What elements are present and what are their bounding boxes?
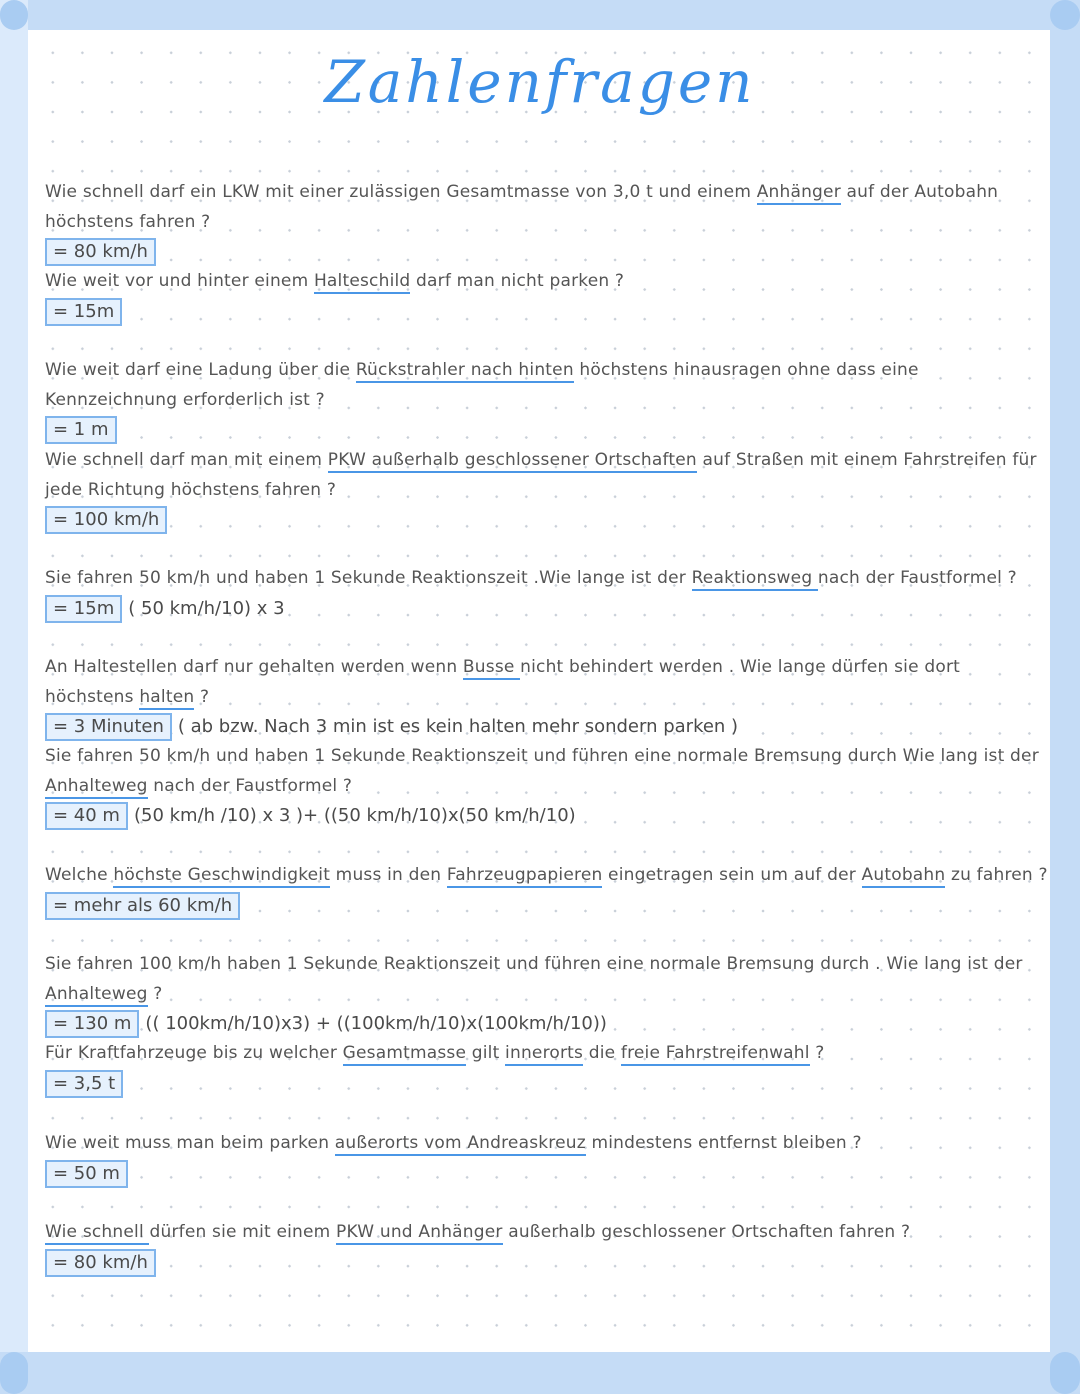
question-text [45, 653, 1050, 712]
answer-line [45, 594, 1050, 624]
question-segment: dürfen sie mit einem [149, 1222, 337, 1242]
underlined-term: Anhalteweg [45, 984, 148, 1007]
answer-line [45, 505, 1050, 535]
question-text [45, 178, 1050, 237]
question-segment: Wie schnell darf man mit einem [45, 450, 328, 470]
question-segment: Welche [45, 865, 114, 885]
question-segment: Sie fahren 100 km/h haben 1 Sekunde Reaktionszeit und führen eine normale Bremsung durch . Wie lang ist der [45, 954, 1023, 974]
frame-corner [0, 0, 28, 30]
question-segment: Wie weit vor und hinter einem [45, 271, 314, 291]
question-text [45, 356, 1050, 415]
question-text [45, 1129, 1050, 1159]
answer-line [45, 891, 1050, 921]
answer-explanation: ( ab bzw. Nach 3 min ist es kein halten mehr sondern parken ) [177, 716, 739, 738]
question-segment: auf Straßen mit einem Fahrstreifen für jede Richtung höchstens fahren ? [45, 450, 1037, 500]
page-frame-left [0, 0, 28, 1394]
question-block [45, 564, 1050, 623]
underlined-term: Busse [463, 657, 520, 680]
question-segment: die [583, 1043, 621, 1063]
question-segment: Sie fahren 50 km/h und haben 1 Sekunde Reaktionszeit .Wie lange ist der [45, 568, 692, 588]
question-block [45, 1218, 1050, 1277]
underlined-term: innerorts [505, 1043, 583, 1066]
underlined-term: Autobahn [862, 865, 946, 888]
question-segment: Wie schnell darf ein LKW mit einer zulässigen Gesamtmasse von 3,0 t und einem [45, 182, 757, 202]
answer-box: = 50 m [45, 1160, 128, 1188]
answer-box: = 3 Minuten [45, 713, 172, 741]
answer-line [45, 1159, 1050, 1189]
answer-explanation: ( 50 km/h/10) x 3 [128, 597, 285, 619]
question-segment: muss in den [330, 865, 447, 885]
answer-line [45, 712, 1050, 742]
answer-line [45, 415, 1050, 445]
question-segment: nicht behindert werden . Wie lange dürfen sie dort höchstens [45, 657, 961, 707]
underlined-term: halten [139, 687, 194, 710]
question-block [45, 861, 1050, 920]
question-segment: darf man nicht parken ? [410, 271, 625, 291]
question-block [45, 950, 1050, 1039]
underlined-term: Fahrzeugpapieren [447, 865, 603, 888]
question-segment: eingetragen sein um auf der [602, 865, 862, 885]
question-segment: auf der Autobahn höchstens fahren ? [45, 182, 999, 232]
question-segment: gilt [466, 1043, 506, 1063]
frame-corner [1050, 1352, 1080, 1394]
answer-box: = 3,5 t [45, 1070, 123, 1098]
question-block [45, 1039, 1050, 1098]
question-text [45, 861, 1050, 891]
underlined-term: höchste Geschwindigkeit [113, 865, 330, 888]
question-segment: ? [147, 983, 163, 1004]
question-segment: außerhalb geschlossener Ortschaften fahren ? [502, 1222, 911, 1242]
underlined-term: Reaktionsweg [692, 568, 818, 591]
answer-box: = 80 km/h [45, 238, 156, 266]
answer-line [45, 1248, 1050, 1278]
question-text [45, 950, 1050, 1009]
answer-box: = 1 m [45, 416, 117, 444]
underlined-term: Gesamtmasse [343, 1043, 466, 1066]
question-block [45, 178, 1050, 267]
question-text [45, 564, 1050, 594]
question-block [45, 1129, 1050, 1188]
underlined-term: freie Fahrstreifenwahl [621, 1043, 810, 1066]
underlined-term: PKW und Anhänger [336, 1222, 503, 1245]
answer-line [45, 1009, 1050, 1039]
question-segment: Wie weit muss man beim parken [45, 1133, 335, 1153]
question-text [45, 267, 1050, 297]
answer-line [45, 237, 1050, 267]
question-block [45, 267, 1050, 326]
underlined-term: PKW außerhalb geschlossener Ortschaften [328, 450, 697, 473]
question-segment: Sie fahren 50 km/h und haben 1 Sekunde Reaktionszeit und führen eine normale Bremsung durch Wie lang ist der [45, 746, 1039, 766]
answer-box: = 15m [45, 298, 122, 326]
frame-corner [1050, 0, 1080, 30]
underlined-term: außerorts vom Andreaskreuz [335, 1133, 586, 1156]
question-segment: höchstens hinausragen ohne dass eine Kennzeichnung erforderlich ist ? [45, 360, 919, 410]
frame-corner [0, 1352, 28, 1394]
answer-line [45, 297, 1050, 327]
question-segment: Für Kraftfahrzeuge bis zu welcher [45, 1043, 343, 1063]
question-block [45, 446, 1050, 535]
underlined-term: Halteschild [314, 271, 410, 294]
question-segment: nach der Faustformel ? [817, 568, 1017, 588]
underlined-term: Wie schnell [45, 1222, 149, 1245]
question-segment: ? [194, 686, 210, 707]
underlined-term: Anhänger [757, 182, 841, 205]
answer-box: = 15m [45, 595, 122, 623]
question-block [45, 742, 1050, 831]
answer-line [45, 801, 1050, 831]
page-title: Zahlenfragen [324, 48, 756, 116]
answer-explanation: (( 100km/h/10)x3) + ((100km/h/10)x(100km/h/10)) [145, 1013, 607, 1035]
question-block [45, 653, 1050, 742]
answer-box: = 100 km/h [45, 506, 167, 534]
answer-box: = mehr als 60 km/h [45, 892, 240, 920]
question-segment: nach der Faustformel ? [147, 775, 353, 796]
answer-explanation: (50 km/h /10) x 3 )+ ((50 km/h/10)x(50 km/h/10) [133, 805, 576, 827]
answer-line [45, 1069, 1050, 1099]
question-segment: Wie weit darf eine Ladung über die [45, 360, 356, 380]
question-segment: zu fahren ? [945, 865, 1048, 885]
page-frame-top [0, 0, 1080, 30]
question-text [45, 1218, 1050, 1248]
answer-box: = 80 km/h [45, 1249, 156, 1277]
underlined-term: Anhalteweg [45, 776, 148, 799]
question-segment: mindestens entfernst bleiben ? [585, 1133, 862, 1153]
answer-box: = 40 m [45, 802, 128, 830]
page-frame-bottom [0, 1352, 1080, 1394]
question-text [45, 742, 1050, 801]
question-segment: ? [809, 1043, 825, 1063]
page-frame-right [1050, 0, 1080, 1394]
underlined-term: Rückstrahler nach hinten [356, 360, 574, 383]
question-text [45, 446, 1050, 505]
question-segment: An Haltestellen darf nur gehalten werden wenn [45, 657, 463, 677]
answer-box: = 130 m [45, 1010, 139, 1038]
question-text [45, 1039, 1050, 1069]
question-block [45, 356, 1050, 445]
